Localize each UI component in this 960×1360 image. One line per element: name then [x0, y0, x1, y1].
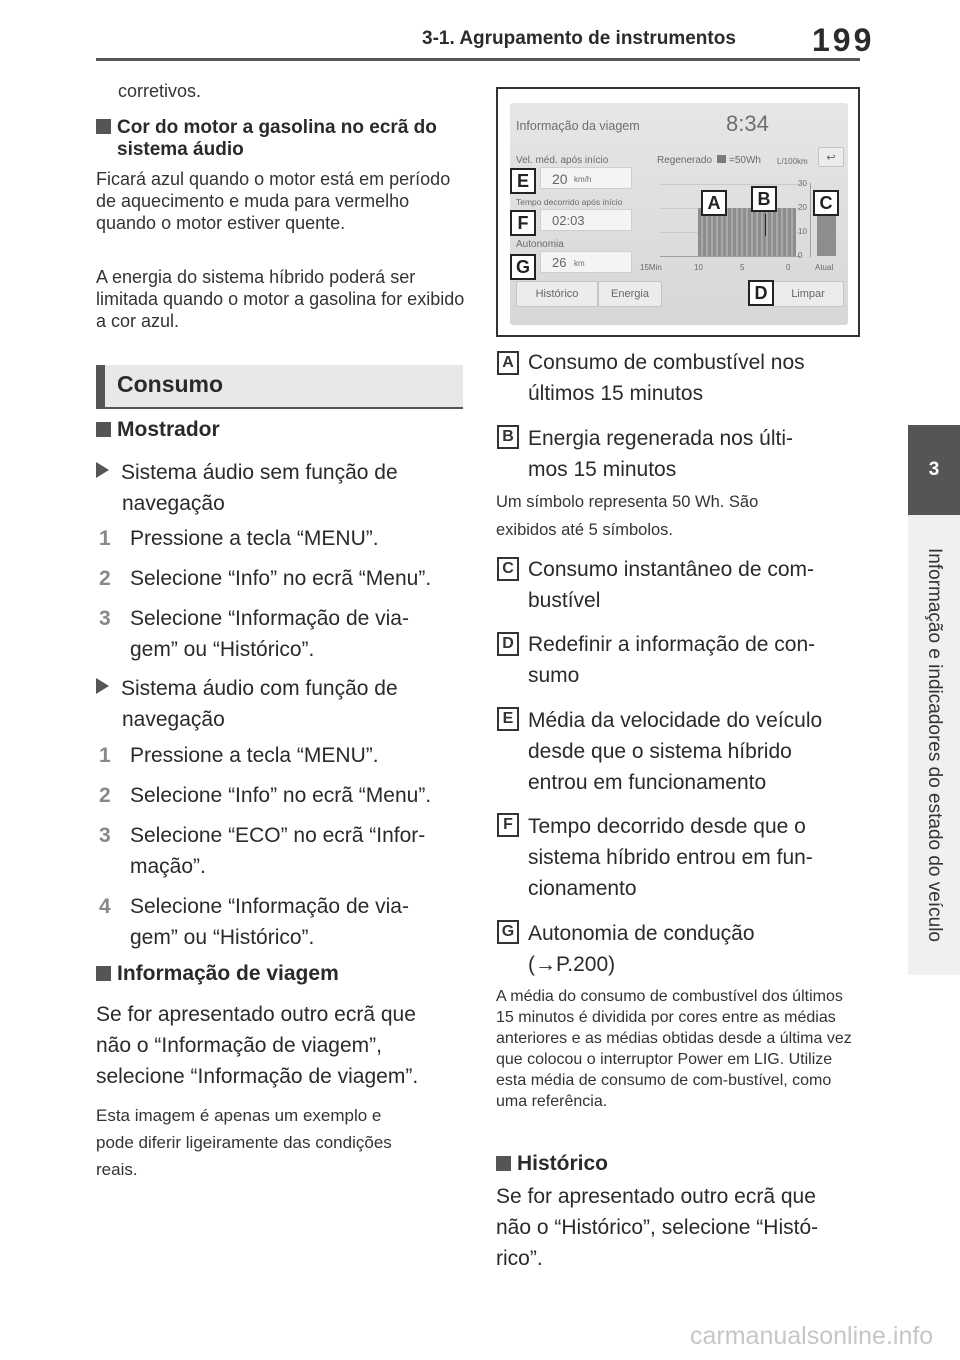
step-item: 1 Pressione a tecla “MENU”.	[99, 744, 379, 767]
elapsed-label: Tempo decorrido após início	[516, 197, 623, 207]
current-bar-axis	[810, 183, 811, 257]
legend-key-b: B	[497, 425, 519, 449]
regen-value: =50Wh	[729, 155, 761, 166]
x-tick: 5	[740, 263, 745, 272]
callout-e: E	[510, 168, 536, 194]
callout-c: C	[813, 190, 839, 216]
engine-color-paragraph-1: Ficará azul quando o motor está em período de aquecimento e muda para vermelho quando o motor estiver quente.	[96, 169, 451, 233]
y-tick: 0	[798, 251, 803, 260]
legend-text-c: Consumo instantâneo de com- bustível	[528, 558, 814, 612]
x-tick: 15Min	[640, 263, 662, 272]
chapter-tab: 3	[908, 425, 960, 515]
regen-symbol-note: Um símbolo representa 50 Wh. São exibidos até 5 símbolos.	[496, 493, 759, 539]
range-label: Autonomia	[516, 239, 564, 250]
legend-key-a: A	[497, 351, 519, 375]
step-item: 2 Selecione “Info” no ecrã “Menu”.	[99, 567, 432, 590]
step-item: 4 Selecione “Informação de via- gem” ou “Histórico”.	[99, 895, 409, 949]
square-bullet-icon	[96, 966, 111, 981]
range-unit: km	[574, 259, 585, 268]
chart-baseline	[660, 256, 800, 257]
square-bullet-icon	[96, 422, 111, 437]
legend-text-g: Autonomia de condução (→P.200)	[528, 922, 755, 976]
avg-speed-unit: km/h	[574, 175, 592, 184]
step-item: 2 Selecione “Info” no ecrã “Menu”.	[99, 784, 432, 807]
callout-a: A	[701, 190, 727, 216]
avg-speed-label: Vel. méd. após início	[516, 155, 609, 166]
chapter-title: 3-1. Agrupamento de instrumentos	[422, 28, 736, 49]
triangle-bullet-icon	[96, 462, 109, 478]
triangle-bullet-icon	[96, 678, 109, 694]
regen-label: Regenerado	[657, 155, 713, 166]
step-item: 3 Selecione “ECO” no ecrã “Infor- mação”.	[99, 824, 426, 878]
step-item: 3 Selecione “Informação de via- gem” ou “Histórico”.	[99, 607, 409, 661]
legend-text-b: Energia regenerada nos últi- mos 15 minutos	[528, 427, 794, 481]
chapter-tab-label: Informação e indicadores do estado do veículo	[924, 548, 945, 942]
watermark: carmanualsonline.info	[690, 1322, 934, 1350]
legend-text-e: Média da velocidade do veículo desde que o sistema híbrido entrou em funcionamento	[528, 709, 823, 794]
legend-key-e: E	[497, 707, 519, 731]
sub-heading-no-nav: Sistema áudio sem função de navegação	[96, 457, 466, 519]
engine-color-heading: Cor do motor a gasolina no ecrã do sistema áudio	[96, 117, 466, 161]
y-tick: 30	[798, 179, 807, 188]
history-heading: Histórico	[496, 1152, 608, 1176]
x-tick: 10	[694, 263, 703, 272]
back-button[interactable]: ↩	[818, 147, 844, 167]
chart-gridline	[660, 184, 800, 185]
section-header-consumo	[96, 365, 463, 409]
history-paragraph: Se for apresentado outro ecrã que não o “Histórico”, selecione “Histó- rico”.	[496, 1185, 819, 1270]
y-tick: 20	[798, 203, 807, 212]
legend-text-d: Redefinir a informação de con- sumo	[528, 633, 816, 687]
square-bullet-icon	[96, 119, 111, 134]
legend-key-d: D	[497, 632, 519, 656]
square-bullet-icon	[496, 1156, 511, 1171]
page-number: 199	[812, 22, 875, 58]
corretivos-text: corretivos.	[118, 81, 202, 101]
trip-info-screenshot	[496, 87, 860, 337]
callout-f: F	[510, 210, 536, 236]
elapsed-value: 02:03	[552, 213, 585, 228]
legend-text-a: Consumo de combustível nos últimos 15 minutos	[528, 351, 805, 405]
step-item: 1 Pressione a tecla “MENU”.	[99, 527, 379, 550]
screen-clock: 8:34	[726, 111, 769, 136]
legend-key-c: C	[497, 557, 519, 581]
section-title: Consumo	[117, 371, 224, 397]
callout-b-leader	[765, 214, 766, 236]
sub-heading-with-nav: Sistema áudio com função de navegação	[96, 673, 466, 735]
reset-button[interactable]: Limpar	[772, 281, 844, 307]
regen-symbol-icon	[717, 155, 726, 163]
legend-text-f: Tempo decorrido desde que o sistema híbrido entrou em fun- cionamento	[528, 815, 813, 900]
unit-l100km: L/100km	[777, 157, 808, 166]
avg-speed-value: 20	[552, 171, 568, 187]
x-tick: 0	[786, 263, 791, 272]
image-disclaimer: Esta imagem é apenas um exemplo e pode diferir ligeiramente das condições reais.	[96, 1106, 392, 1179]
energy-button[interactable]: Energia	[598, 281, 662, 307]
y-tick: 10	[798, 227, 807, 236]
trip-info-heading: Informação de viagem	[96, 962, 339, 986]
engine-color-paragraph-2: A energia do sistema híbrido poderá ser limitada quando o motor a gasolina for exibido a cor azul.	[96, 267, 465, 331]
mostrador-heading: Mostrador	[96, 418, 220, 442]
range-value: 26	[552, 255, 567, 270]
callout-d: D	[748, 280, 774, 306]
legend-key-f: F	[497, 813, 519, 837]
legend-key-g: G	[497, 920, 519, 944]
history-button[interactable]: Histórico	[516, 281, 598, 307]
current-label: Atual	[815, 263, 834, 272]
callout-g: G	[510, 254, 536, 280]
header-rule	[96, 58, 860, 61]
display-screen	[510, 103, 848, 325]
step-list-with-nav	[99, 740, 469, 953]
trip-info-paragraph: Se for apresentado outro ecrã que não o “Informação de viagem”, selecione “Informação de viagem”.	[96, 1003, 419, 1088]
screen-title: Informação da viagem	[516, 119, 640, 133]
average-consumption-note: A média do consumo de combustível dos últimos 15 minutos é dividida por cores entre as médias anteriores e as médias obtidas desde a última vez que colocou o interruptor Power em LIG. Utilize esta média de consumo de com-bustível, como uma referência.	[496, 988, 852, 1110]
step-list-no-nav	[99, 523, 469, 665]
callout-b: B	[751, 186, 777, 212]
